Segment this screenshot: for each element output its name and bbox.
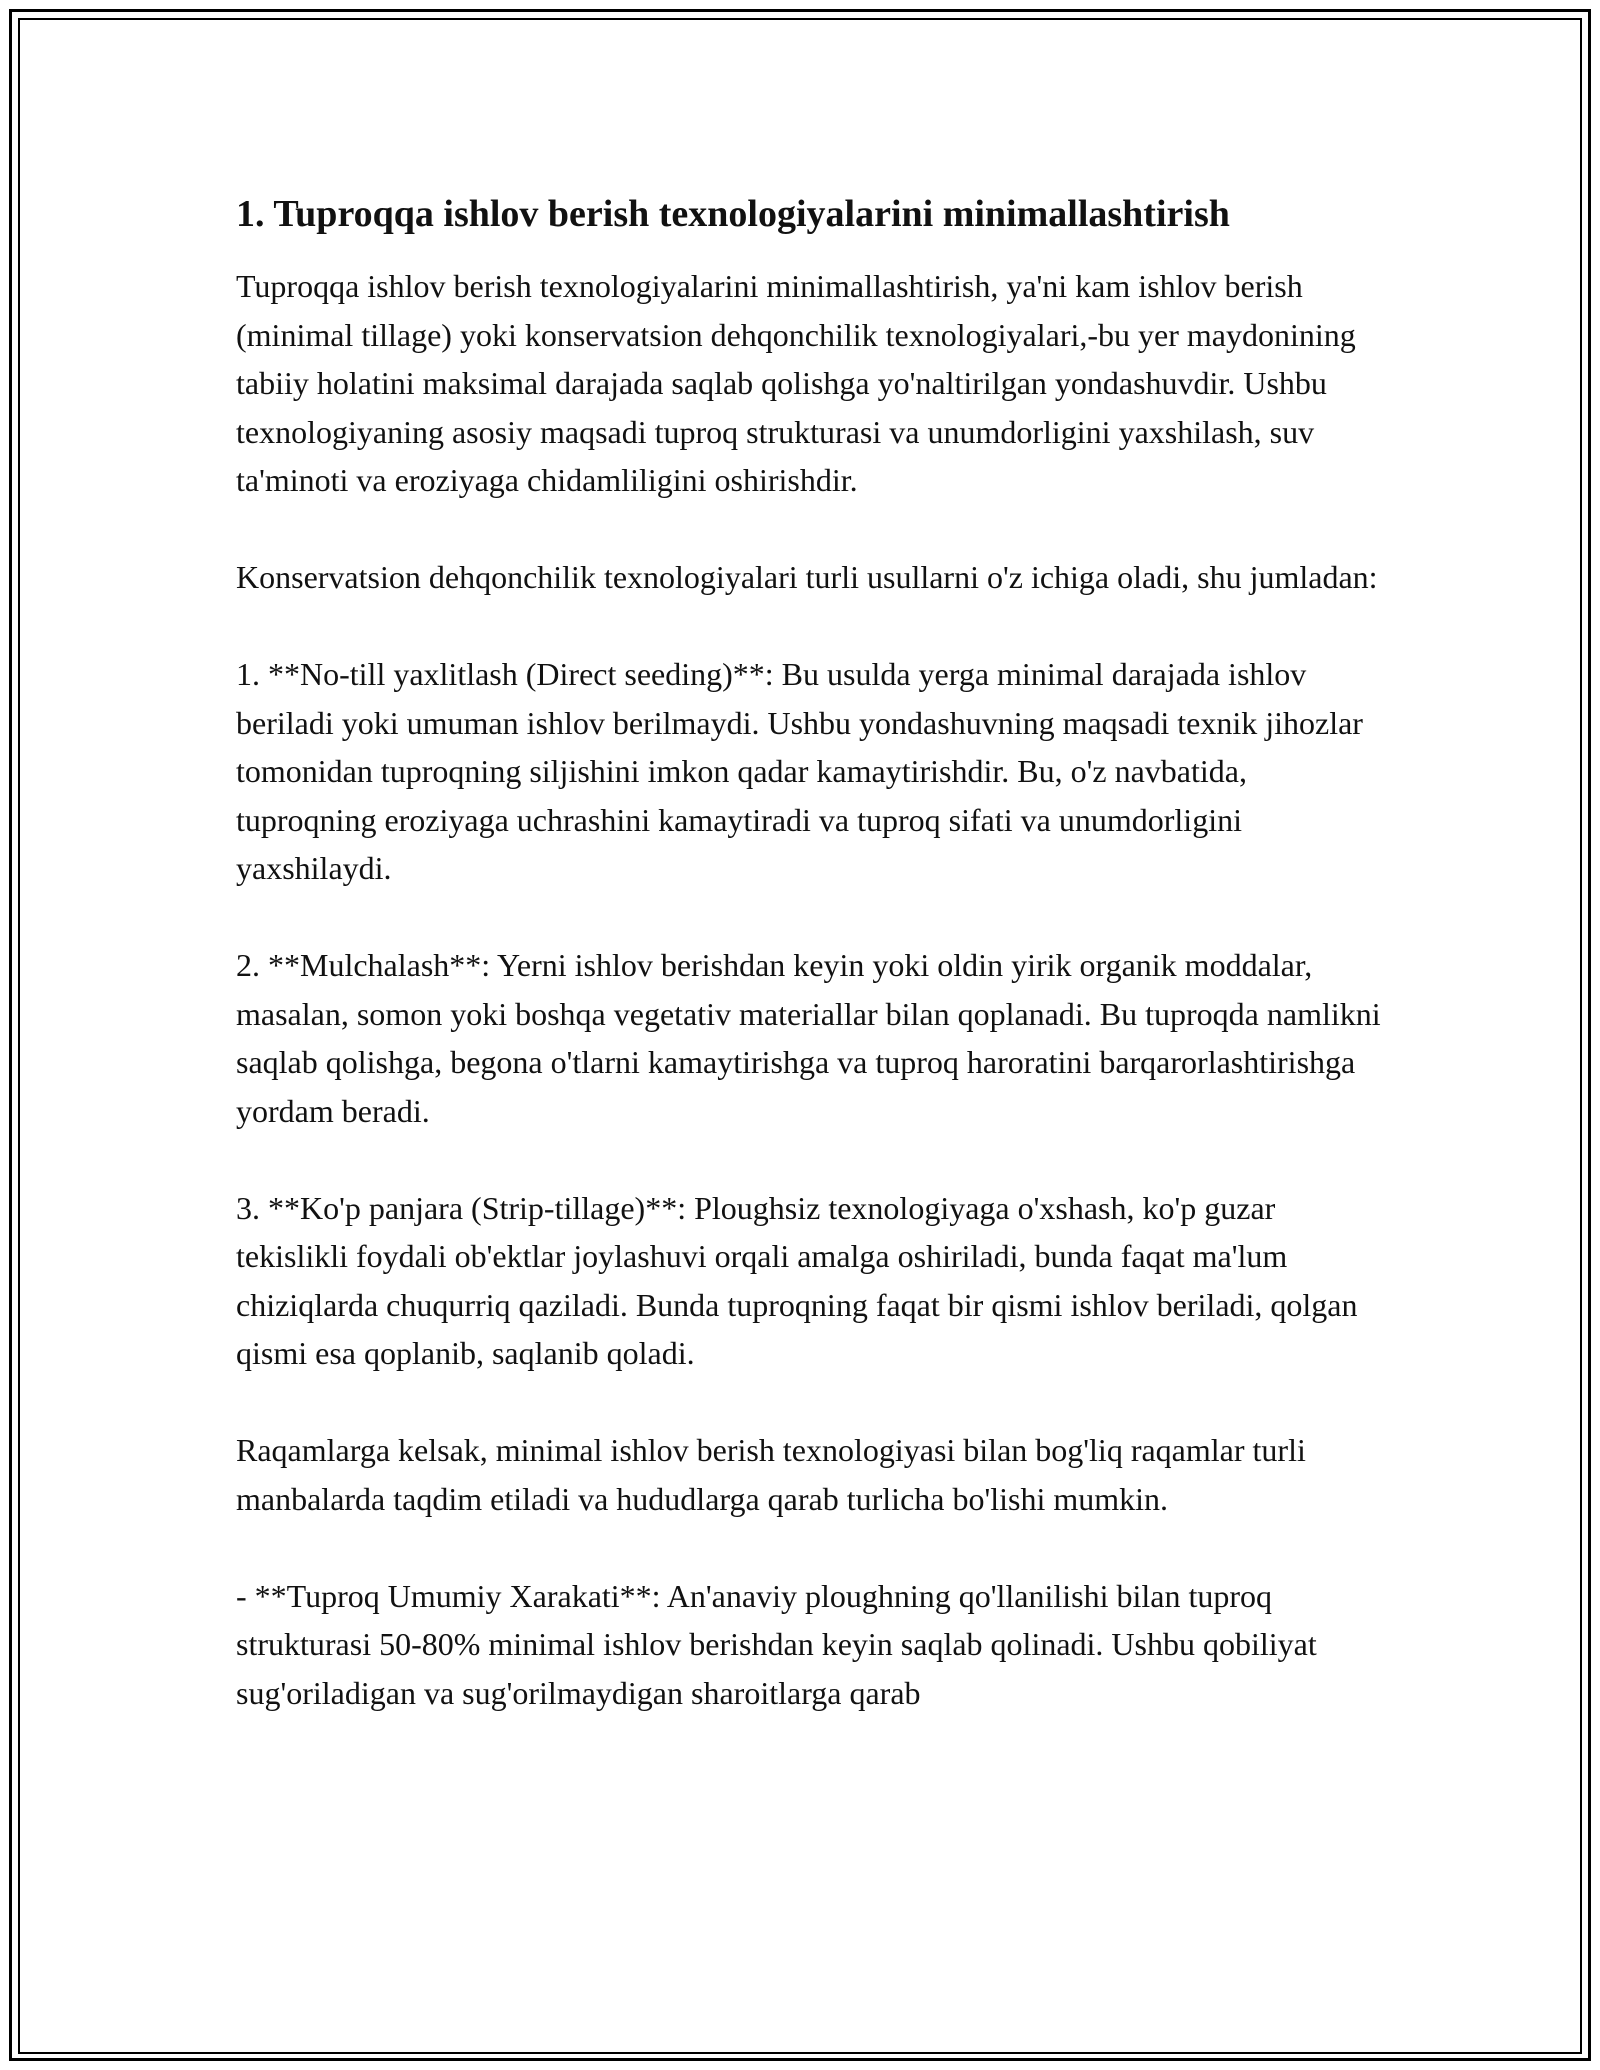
section-heading: 1. Tuproqqa ishlov berish texnologiyalarini minimallashtirish [236,193,1230,235]
paragraph-strip-tillage: 3. **Ko'p panjara (Strip-tillage)**: Ploughsiz texnologiyaga o'xshash, ko'p guzar tekislikli foydali ob'ektlar joylashuvi orqali amalga oshiriladi, bunda faqat ma'lum chiziqlarda chuqurriq qaziladi. Bunda tuproqning faqat bir qismi ishlov beriladi, qolgan qismi esa qoplanib, saqlanib qoladi. [236,1189,1358,1371]
paragraph-figures-intro: Raqamlarga kelsak, minimal ishlov berish texnologiyasi bilan bog'liq raqamlar turli manbalarda taqdim etiladi va hududlarga qarab turlicha bo'lishi mumkin. [236,1432,1306,1517]
paragraph-intro: Tuproqqa ishlov berish texnologiyalarini minimallashtirish, ya'ni kam ishlov berish (minimal tillage) yoki konservatsion dehqonchilik texnologiyalari,-bu yer maydonining tabiiy holatini maksimal darajada saqlab qolishga yo'naltirilgan yondashuvdir. Ushbu texnologiyaning asosiy maqsadi tuproq strukturasi va unumdorligini yaxshilash, suv ta'minoti va eroziyaga chidamliligini oshirishdir. [236,268,1356,498]
document-body [236,188,1386,1766]
paragraph-soil-structure: - **Tuproq Umumiy Xarakati**: An'anaviy ploughning qo'llanilishi bilan tuproq strukturasi 50-80% minimal ishlov berishdan keyin saqlab qolinadi. Ushbu qobiliyat sug'oriladigan va sug'orilmaydigan sharoitlarga qarab [236,1577,1317,1711]
paragraph-mulching: 2. **Mulchalash**: Yerni ishlov berishdan keyin yoki oldin yirik organik moddalar, masalan, somon yoki boshqa vegetativ materiallar bilan qoplanadi. Bu tuproqda namlikni saqlab qolishga, begona o'tlarni kamaytirishga va tuproq haroratini barqarorlashtirishga yordam beradi. [236,947,1381,1129]
paragraph-methods-intro: Konservatsion dehqonchilik texnologiyalari turli usullarni o'z ichiga oladi, shu jumladan: [236,559,1378,595]
paragraph-no-till: 1. **No-till yaxlitlash (Direct seeding)**: Bu usulda yerga minimal darajada ishlov beriladi yoki umuman ishlov berilmaydi. Ushbu yondashuvning maqsadi texnik jihozlar tomonidan tuproqning siljishini imkon qadar kamaytirishdir. Bu, o'z navbatida, tuproqning eroziyaga uchrashini kamaytiradi va tuproq sifati va unumdorligini yaxshilaydi. [236,656,1363,886]
